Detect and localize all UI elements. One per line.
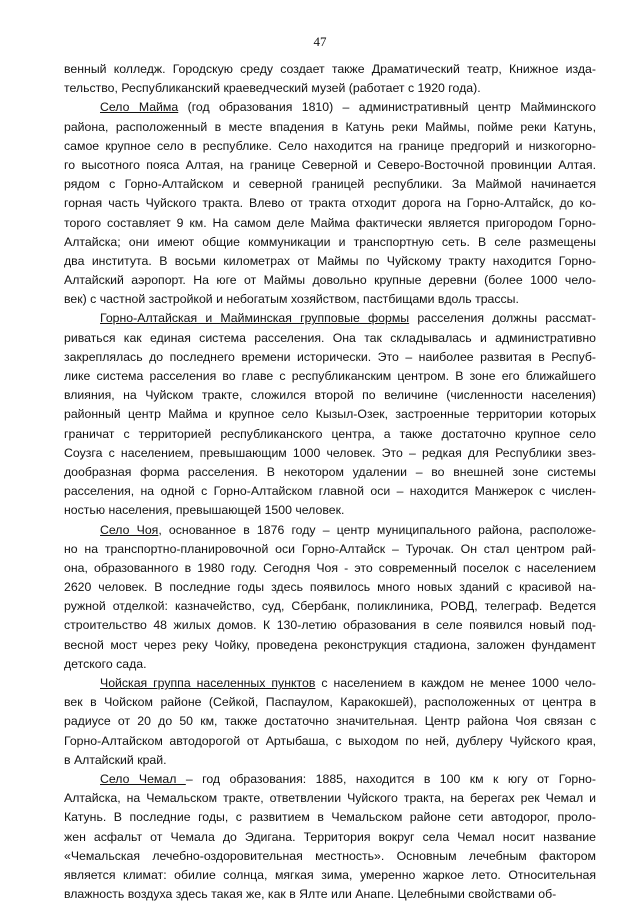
text-line xyxy=(64,636,596,655)
text-line xyxy=(64,329,596,348)
text-line xyxy=(64,425,596,444)
line-text: является климат: обилие солнца, мягкая зима, умеренно жаркое лето. Относительная xyxy=(64,867,596,882)
text-line xyxy=(64,808,596,827)
text-line xyxy=(64,79,596,98)
text-line xyxy=(64,712,596,731)
line-text: Катунь. В последние годы, с развитием в Чемальском районе сети автодорог, проло- xyxy=(64,810,596,825)
text-line xyxy=(64,367,596,386)
line-text: детского сада. xyxy=(64,656,147,671)
line-text: граничат с территорией республиканского центра, а также достаточно крупное село xyxy=(64,426,596,441)
text-line xyxy=(64,175,596,194)
text-line xyxy=(64,118,596,137)
text-line xyxy=(64,540,596,559)
text-line xyxy=(64,348,596,367)
line-text: венный колледж. Городскую среду создает также Драматический театр, Книжное изда- xyxy=(64,62,596,76)
text-line xyxy=(64,252,596,271)
text-line xyxy=(64,214,596,233)
line-text: расселения, на одной с Горно-Алтайском главной оси – находится Манжерок с числен- xyxy=(64,484,596,499)
underlined-heading: Село Чемал xyxy=(100,771,186,786)
line-text: жен асфальт от Чемала до Эдигана. Территория вокруг села Чемал носит название xyxy=(64,829,596,844)
text-line xyxy=(64,137,596,156)
body-text xyxy=(64,60,596,904)
line-text: горная часть Чуйского тракта. Влево от тракта отходит дорога на Горно-Алтайск, до ко- xyxy=(64,196,596,211)
line-text: торого составляет 9 км. На самом деле Майма фактически является пригородом Горно- xyxy=(64,215,596,230)
text-line xyxy=(64,770,596,789)
line-text: Алтайска, на Чемальском тракте, ответвлении Чуйского тракта, на берегах рек Чемал и xyxy=(64,791,596,806)
text-line xyxy=(64,521,596,540)
text-line xyxy=(64,463,596,482)
text-line xyxy=(64,501,596,520)
line-text: дообразная форма расселения. В некотором удалении – во внешней зоне системы xyxy=(64,464,596,479)
line-text: в Алтайский край. xyxy=(64,752,167,767)
line-text: расселения должны рассмат- xyxy=(409,311,596,326)
line-text: риваться как единая система расселения. Она так складывалась и административно xyxy=(64,330,596,345)
line-text: самое крупное село в республике. Село находится на границе предгорий и низкогорно- xyxy=(64,138,596,153)
line-text: век) с частной застройкой и небогатым хозяйством, пастбищами вдоль трассы. xyxy=(64,292,519,307)
line-text: она, образованного в 1980 году. Сегодня Чоя - это современный поселок с населением xyxy=(64,560,596,575)
underlined-heading: Чойская группа населенных пунктов xyxy=(100,676,316,690)
line-text: го высотного пояса Алтая, на границе Северной и Северо-Восточной провинции Алтая. xyxy=(64,157,596,172)
text-line xyxy=(64,789,596,808)
text-line xyxy=(64,405,596,424)
paragraph xyxy=(64,770,596,904)
page-number: 47 xyxy=(313,34,327,49)
paragraph xyxy=(64,521,596,675)
text-line xyxy=(64,693,596,712)
paragraph xyxy=(64,98,596,309)
text-line xyxy=(64,674,596,693)
text-line xyxy=(64,751,596,770)
line-text: «Чемальская лечебно-оздоровительная местность». Основным лечебным фактором xyxy=(64,848,596,863)
text-line xyxy=(64,482,596,501)
text-line xyxy=(64,98,596,117)
line-text: радиусе от 20 до 50 км, также достаточно значительная. Центр района Чоя связан с xyxy=(64,714,596,729)
line-text: – год образования: 1885, находится в 100 км к югу от Горно- xyxy=(185,771,596,786)
paragraph xyxy=(64,309,596,520)
text-line xyxy=(64,386,596,405)
text-line xyxy=(64,309,596,328)
line-text: ружной отделкой: казначейство, суд, Сбербанк, поликлиника, РОВД, телеграф. Ведется xyxy=(64,599,596,614)
line-text: рядом с Горно-Алтайском и северной границей республики. За Маймой начинается xyxy=(64,177,596,192)
line-text: Алтайска; они имеют общие коммуникации и транспортную сеть. В селе размещены xyxy=(64,234,596,249)
text-line xyxy=(64,578,596,597)
underlined-heading: Село Майма xyxy=(100,100,179,115)
line-text: района, расположенный в месте впадения в Катунь реки Маймы, пойме реки Катунь, xyxy=(64,119,596,134)
text-line xyxy=(64,597,596,616)
text-line xyxy=(64,60,596,79)
text-line xyxy=(64,885,596,904)
line-text: два института. В восьми километрах от Маймы по Чуйскому тракту находится Горно- xyxy=(64,253,596,268)
line-text: весной мост через реку Чойку, проведена реконструкция стадиона, заложен фундамент xyxy=(64,637,596,652)
underlined-heading: Село Чоя xyxy=(100,522,159,537)
text-line xyxy=(64,655,596,674)
text-line xyxy=(64,271,596,290)
line-text: 2620 человек. В последние годы здесь появилось много новых зданий с красивой на- xyxy=(64,580,596,595)
text-line xyxy=(64,866,596,885)
text-line xyxy=(64,194,596,213)
line-text: закреплялась до последнего времени исторически. Это – наиболее развитая в Респуб- xyxy=(64,349,596,364)
line-text: строительство 48 жилых домов. К 130-летию образования в селе появился новый под- xyxy=(64,618,596,633)
text-line xyxy=(64,847,596,866)
text-line xyxy=(64,616,596,635)
line-text: с населением в каждом не менее 1000 чело- xyxy=(315,676,596,690)
line-text: Алтайский аэропорт. На юге от Маймы довольно крупные деревни (более 1000 чело- xyxy=(64,273,596,288)
paragraph xyxy=(64,60,596,98)
text-line xyxy=(64,156,596,175)
line-text: лике система расселения во главе с республиканским центром. В зоне его ближайшего xyxy=(64,369,596,383)
text-line xyxy=(64,444,596,463)
text-line xyxy=(64,828,596,847)
line-text: век в Чойском районе (Сейкой, Паспаулом, Каракокшей), расположенных от центра в xyxy=(64,695,596,710)
line-text: ностью населения, превышающей 1500 человек. xyxy=(64,503,345,518)
line-text: но на транспортно-планировочной оси Горно-Алтайск – Турочак. Он стал центром рай- xyxy=(64,541,596,556)
line-text: влажность воздуха здесь такая же, как в Ялте или Анапе. Целебными свойствами об- xyxy=(64,887,557,902)
text-line xyxy=(64,559,596,578)
line-text: тельство, Республиканский краеведческий музей (работает с 1920 года). xyxy=(64,81,481,96)
text-line xyxy=(64,290,596,309)
underlined-heading: Горно-Алтайская и Майминская групповые формы xyxy=(100,311,410,326)
line-text: (год образования 1810) – административный центр Майминского xyxy=(178,100,596,115)
line-text: районный центр Майма и крупное село Кызыл-Озек, застроенные территории которых xyxy=(64,407,596,422)
paragraph xyxy=(64,674,596,770)
text-line xyxy=(64,732,596,751)
line-text: , основанное в 1876 году – центр муниципального района, расположе- xyxy=(158,522,596,537)
line-text: Горно-Алтайском автодорогой от Артыбаша, с выходом по ней, дублеру Чуйского края, xyxy=(64,733,596,748)
text-line xyxy=(64,233,596,252)
line-text: Соузга с населением, превышающим 1000 человек. Это – редкая для Республики звез- xyxy=(64,445,596,460)
line-text: влияния, на Чуйском тракте, сложился второй по величине (численности населения) xyxy=(64,388,596,403)
